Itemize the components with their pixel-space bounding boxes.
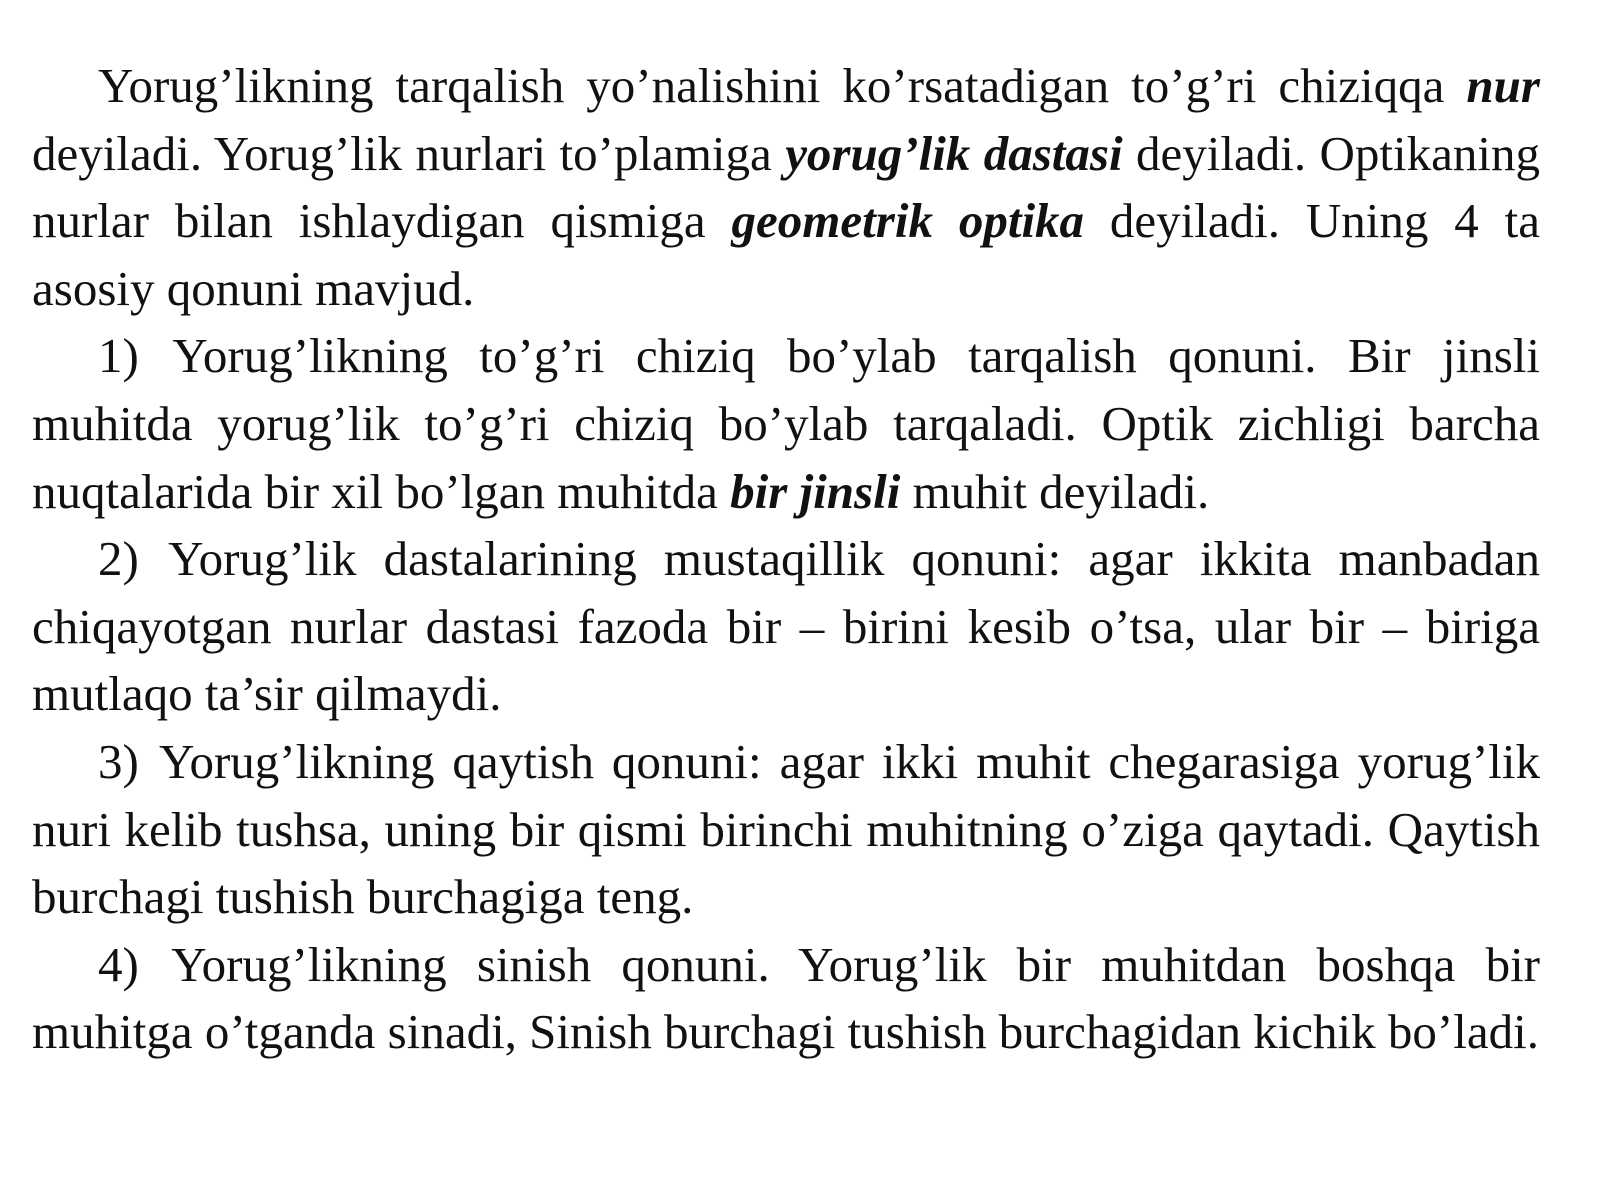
law-4-text: Yorug’likning sinish qonuni. Yorug’lik bir muhitdan boshqa bir muhitga o’tganda sinadi, Sinish burchagi tushish burchagidan kichik bo’ladi. bbox=[32, 936, 1540, 1060]
intro-text-4: deyiladi. Uning 4 ta asosiy qonuni mavjud. bbox=[32, 193, 1541, 316]
term-yoruglik-dastasi: yorug’lik dastasi bbox=[785, 125, 1123, 181]
law-1-paragraph bbox=[32, 322, 1540, 525]
law-3-paragraph bbox=[32, 728, 1540, 931]
law-3-number: 3) bbox=[98, 733, 139, 789]
intro-text-3: deyiladi. Optikaning nurlar bilan ishlaydigan qismiga bbox=[32, 125, 1540, 249]
law-4-paragraph bbox=[32, 931, 1540, 1066]
term-nur: nur bbox=[1466, 58, 1540, 113]
law-2-paragraph bbox=[32, 525, 1540, 728]
law-1-text-end: muhit deyiladi. bbox=[900, 463, 1210, 519]
document-page bbox=[32, 52, 1540, 1066]
law-4-number: 4) bbox=[98, 936, 139, 992]
law-2-text: Yorug’lik dastalarining mustaqillik qonuni: agar ikkita manbadan chiqayotgan nurlar dastasi fazoda bir – birini kesib o’tsa, ular bir – biriga mutlaqo ta’sir qilmaydi. bbox=[32, 531, 1541, 722]
term-bir-jinsli: bir jinsli bbox=[730, 463, 901, 519]
intro-text-2: deyiladi. Yorug’lik nurlari to’plamiga bbox=[32, 125, 786, 181]
term-geometrik-optika: geometrik optika bbox=[731, 193, 1085, 249]
law-2-number: 2) bbox=[98, 531, 139, 587]
intro-paragraph bbox=[32, 52, 1540, 322]
law-1-number: 1) bbox=[98, 328, 139, 384]
intro-text-1: Yorug’likning tarqalish yo’nalishini ko’rsatadigan to’g’ri chiziqqa bbox=[98, 58, 1467, 113]
law-1-text: Yorug’likning to’g’ri chiziq bo’ylab tarqalish qonuni. Bir jinsli muhitda yorug’lik to’g’ri chiziq bo’ylab tarqaladi. Optik zichligi barcha nuqtalarida bir xil bo’lgan muhitda bbox=[32, 328, 1540, 519]
law-3-text: Yorug’likning qaytish qonuni: agar ikki muhit chegarasiga yorug’lik nuri kelib tushsa, uning bir qismi birinchi muhitning o’ziga qaytadi. Qaytish burchagi tushish burchagiga teng. bbox=[32, 733, 1540, 925]
